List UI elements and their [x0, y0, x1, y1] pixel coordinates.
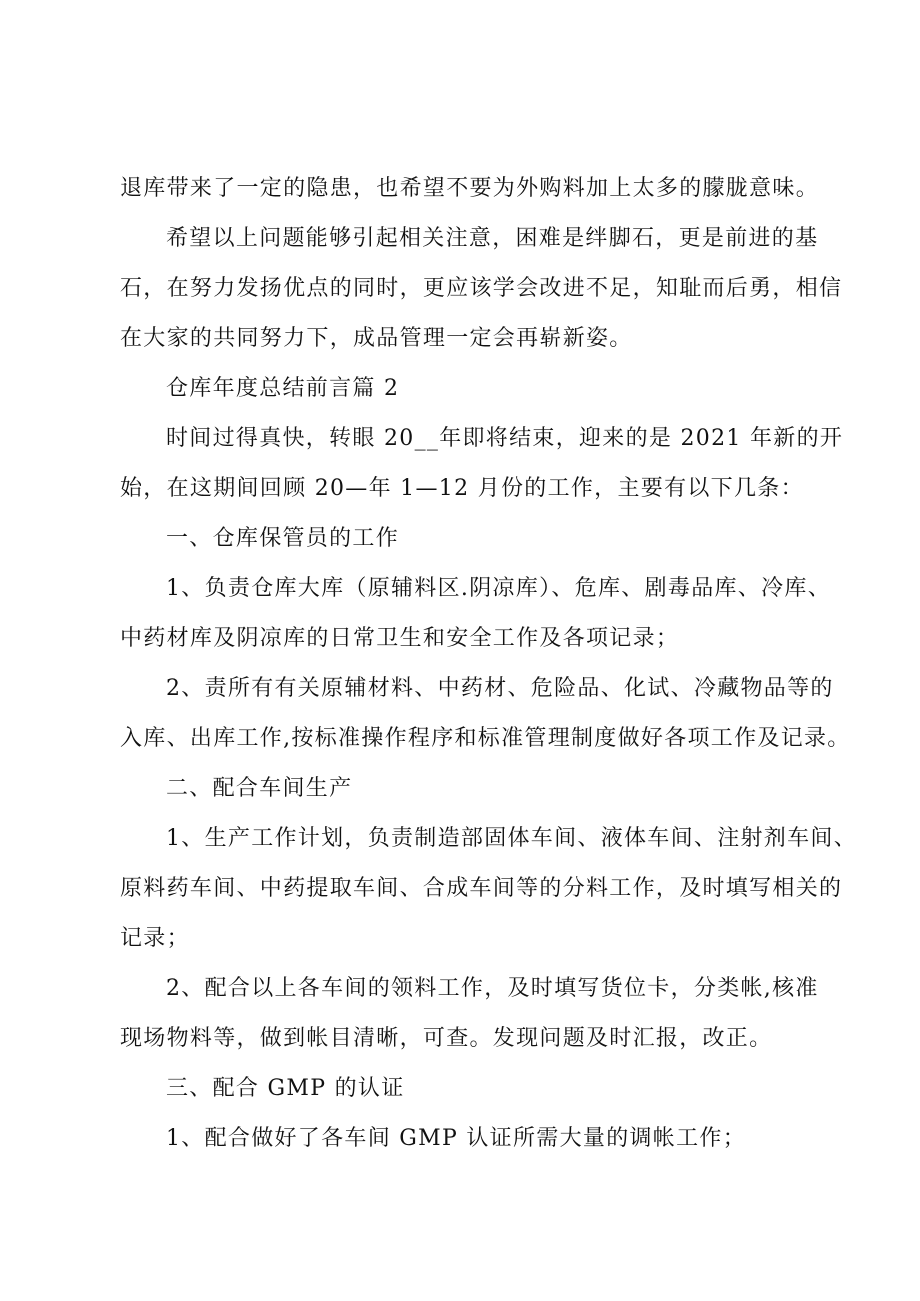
text-line: 原料药车间、中药提取车间、合成车间等的分料工作，及时填写相关的 — [120, 876, 843, 901]
paragraph-line: 希望以上问题能够引起相关注意，困难是绊脚石，更是前进的基 — [166, 226, 819, 251]
list-item-line: 1、负责仓库大库（原辅料区.阴凉库）、危库、剧毒品库、冷库、 — [166, 576, 831, 601]
text-line: 中药材库及阴凉库的日常卫生和安全工作及各项记录； — [120, 626, 680, 651]
subheading-3: 三、配合 GMP 的认证 — [166, 1076, 405, 1101]
text-line: 石，在努力发扬优点的同时，更应该学会改进不足，知耻而后勇，相信 — [120, 276, 843, 301]
text-line: 记录； — [120, 926, 190, 951]
subheading-2: 二、配合车间生产 — [166, 776, 353, 801]
section-heading: 仓库年度总结前言篇 2 — [166, 376, 400, 401]
text-line: 入库、出库工作,按标准操作程序和标准管理制度做好各项工作及记录。 — [120, 726, 851, 751]
text-line: 始，在这期间回顾 20—年 1—12 月份的工作，主要有以下几条： — [120, 476, 804, 501]
list-item-line: 2、配合以上各车间的领料工作，及时填写货位卡，分类帐,核准 — [166, 976, 819, 1001]
list-item-line: 2、责所有有关原辅材料、中药材、危险品、化试、冷藏物品等的 — [166, 676, 834, 701]
text-line: 现场物料等，做到帐目清晰，可查。发现问题及时汇报，改正。 — [120, 1026, 773, 1051]
list-item-line: 1、配合做好了各车间 GMP 认证所需大量的调帐工作； — [166, 1126, 746, 1151]
list-item-line: 1、生产工作计划，负责制造部固体车间、液体车间、注射剂车间、 — [166, 826, 857, 851]
text-line: 退库带来了一定的隐患，也希望不要为外购料加上太多的朦胧意味。 — [120, 176, 820, 201]
paragraph-line: 时间过得真快，转眼 20__年即将结束，迎来的是 2021 年新的开 — [166, 426, 844, 451]
text-line: 在大家的共同努力下，成品管理一定会再崭新姿。 — [120, 326, 633, 351]
subheading-1: 一、仓库保管员的工作 — [166, 526, 400, 551]
